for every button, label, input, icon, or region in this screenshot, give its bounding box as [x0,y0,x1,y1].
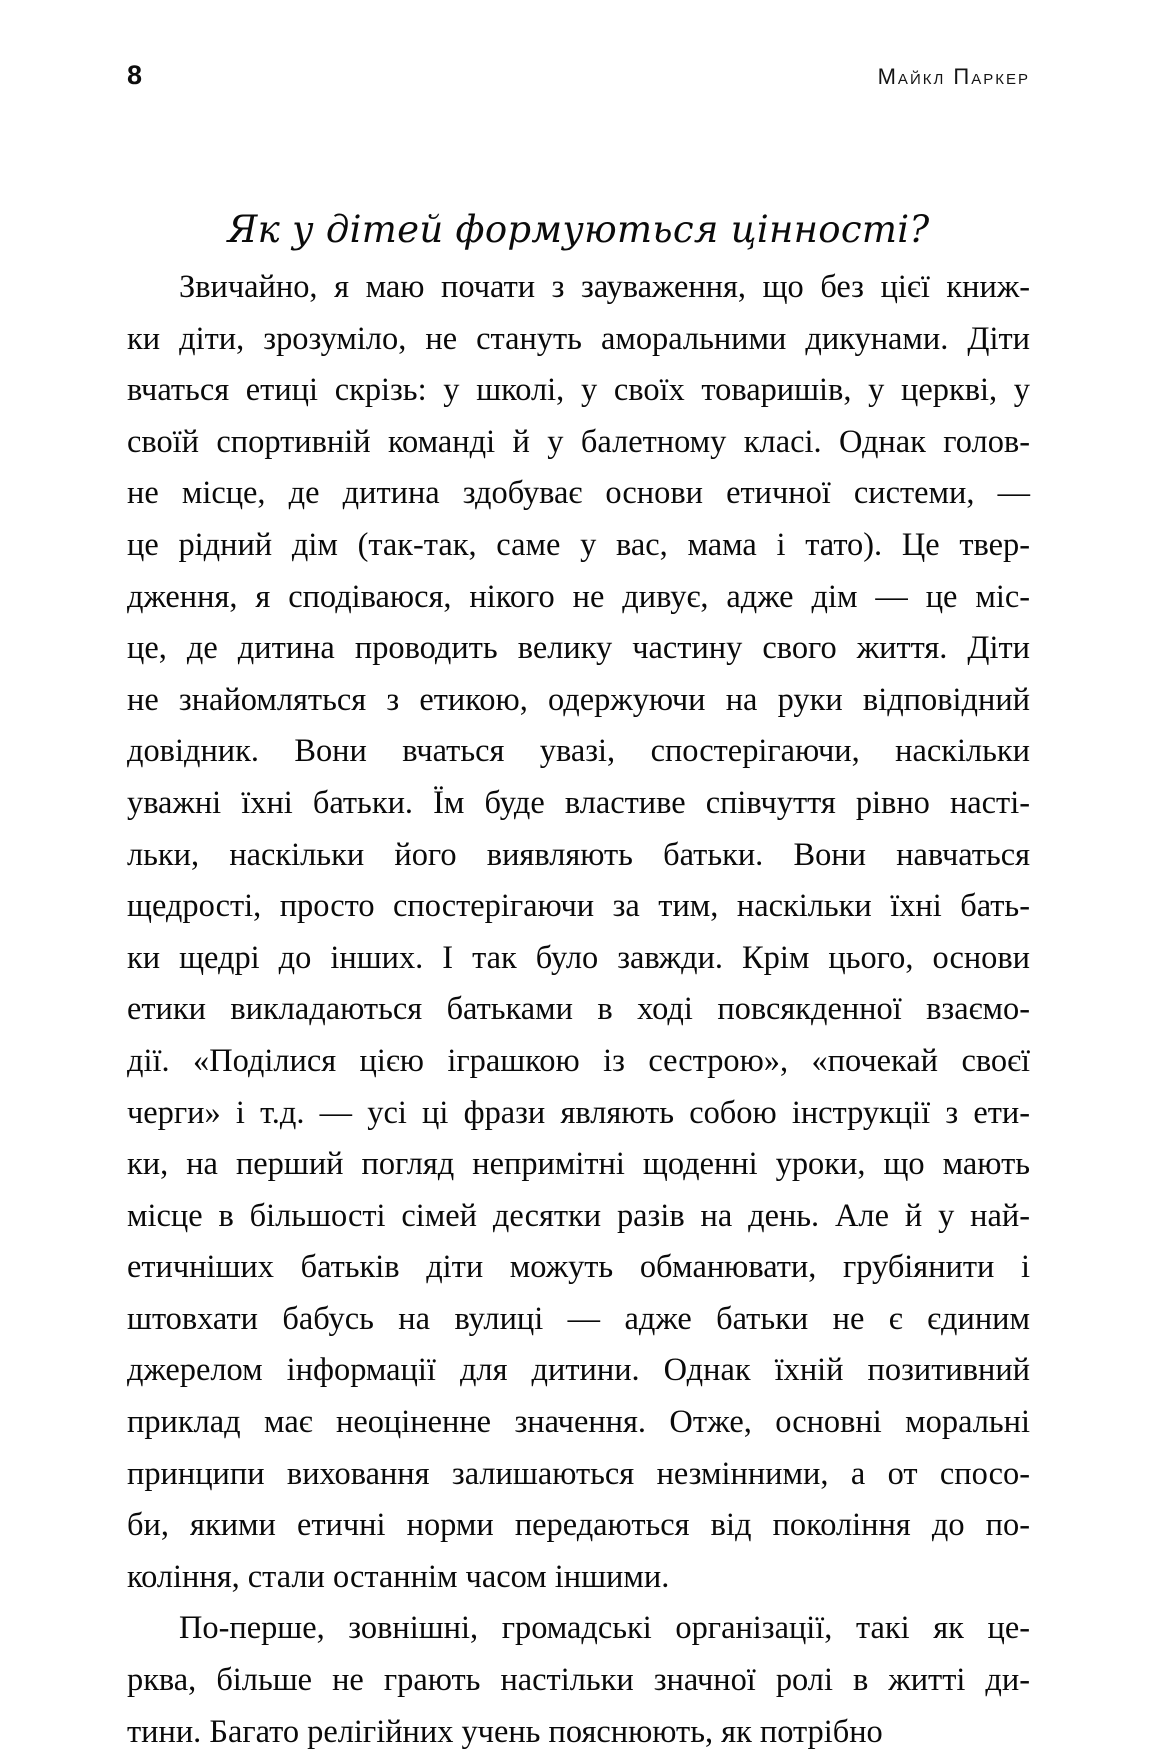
running-head [127,62,1030,102]
text-line: це рідний дім (так-так, саме у вас, мама і тато). Це твер- [127,526,1030,563]
text-line: По-перше, зовнішні, громадські організації, такі як це- [179,1610,1030,1647]
page-number: 8 [127,60,143,90]
text-line: своїй спортивній команді й у балетному класі. Однак голов- [127,423,1030,460]
text-line: довідник. Вони вчаться увазі, спостерігаючи, наскільки [127,733,1030,770]
text-line: приклад має неоціненне значення. Отже, основні моральні [127,1404,1030,1441]
body-text [127,262,1030,1758]
text-line: рква, більше не грають настільки значної ролі в житті ди- [127,1662,1030,1699]
text-line: уважні їхні батьки. Їм буде властиве співчуття рівно насті- [127,784,1030,821]
text-line: це, де дитина проводить велику частину свого життя. Діти [127,630,1030,667]
section-title: Як у дітей формуються цінності? [227,207,930,251]
running-title-author: Майкл Паркер [877,64,1030,89]
text-line: місце в більшості сімей десятки разів на день. Але й у най- [127,1197,1030,1234]
text-line: щедрості, просто спостерігаючи за тим, наскільки їхні бать- [127,888,1030,925]
text-line: етичніших батьків діти можуть обманювати, грубіянити і [127,1249,1030,1286]
text-line: етики викладаються батьками в ході повсякденної взаємо- [127,991,1030,1028]
text-line: льки, наскільки його виявляють батьки. Вони навчаться [127,836,1030,873]
text-line: не місце, де дитина здобуває основи етичної системи, — [127,475,1030,512]
text-line: не знайомляться з етикою, одержуючи на руки відповідний [127,681,1030,718]
text-line: черги» і т.д. — усі ці фрази являють собою інструкції з ети- [127,1094,1030,1131]
text-line: дії. «Поділися цією іграшкою із сестрою», «почекай своєї [127,1042,1030,1079]
text-line: Звичайно, я маю почати з зауваження, що без цієї книж- [179,269,1030,305]
text-line: ки щедрі до інших. І так було завжди. Крім цього, основи [127,939,1030,976]
text-line: штовхати бабусь на вулиці — адже батьки не є єдиним [127,1300,1030,1337]
text-line: коління, стали останнім часом іншими. [127,1558,670,1595]
text-line: дження, я сподіваюся, нікого не дивує, адже дім — це міс- [127,578,1030,615]
text-line: вчаться етиці скрізь: у школі, у своїх товаришів, у церкві, у [127,372,1030,409]
paragraph-1 [127,262,1030,1603]
text-line: джерелом інформації для дитини. Однак їхній позитивний [127,1352,1030,1389]
text-line: би, якими етичні норми передаються від покоління до по- [127,1507,1030,1544]
paragraph-2 [127,1603,1030,1758]
text-line: тини. Багато релігійних учень пояснюють, як потрібно [127,1713,883,1750]
text-line: ки, на перший погляд непримітні щоденні уроки, що мають [127,1146,1030,1183]
text-line: ки діти, зрозуміло, не стануть аморальними дикунами. Діти [127,320,1030,357]
text-line: принципи виховання залишаються незмінними, а от спосо- [127,1455,1030,1492]
